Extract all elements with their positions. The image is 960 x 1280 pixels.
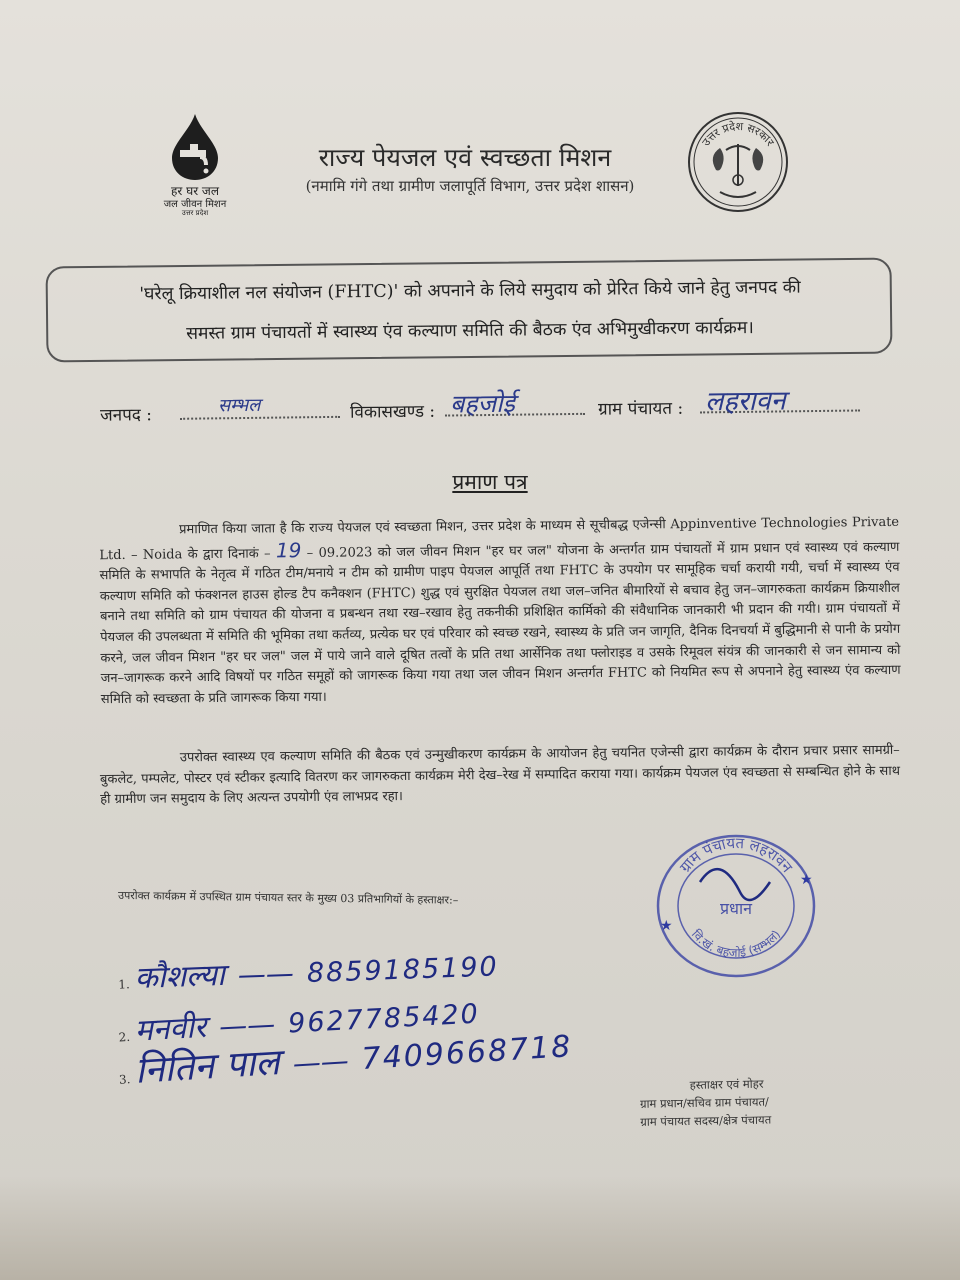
page-bottom-shadow [0, 1175, 960, 1280]
participants-label: उपरोक्त कार्यक्रम में उपस्थित ग्राम पंचायत स्तर के मुख्य 03 प्रतिभागियों के हस्ताक्षर:– [117, 888, 459, 907]
participant-phone: 9627785420 [287, 998, 481, 1040]
gram-panchayat-value: लहरावन [704, 385, 786, 418]
participant-number: 1. [118, 977, 131, 992]
water-drop-tap-icon [150, 112, 240, 182]
logo-line-1: हर घर जल [171, 184, 219, 198]
certificate-paragraph-2 [100, 741, 901, 811]
certificate-paragraph-1 [99, 513, 901, 711]
paragraph-1-intro: प्रमाणित किया जाता है कि राज्य पेयजल एवं स्वच्छता मिशन, उत्तर प्रदेश के माध्यम से सूचीबद्ध एजेन्सी Appinventive Technologies Private Ltd. – Noida के द्वारा दिनाकं – [99, 514, 900, 563]
page-title: राज्य पेयजल एवं स्वच्छता मिशन [318, 143, 612, 172]
logo-line-2: जल जीवन मिशन [163, 199, 227, 210]
participant-name: मनवीर [133, 1009, 208, 1049]
emblem-text: उत्तर प्रदेश सरकार [699, 119, 777, 149]
printed-date-rest: – 09.2023 [306, 544, 373, 561]
participant-signature-3: 3. नितिन पाल —— 7409668718 [118, 1029, 574, 1092]
svg-text:वि.खं. बहजोई (सम्भल) [689, 927, 783, 960]
signature-line-3: ग्राम पंचायत सदस्य/क्षेत्र पंचायत [640, 1112, 772, 1129]
uttar-pradesh-emblem-icon [686, 110, 790, 214]
participant-number: 3. [118, 1072, 131, 1087]
vikaskhand-label: विकासखण्ड : [349, 401, 436, 423]
svg-text:★: ★ [660, 918, 673, 934]
subject-line-1: 'घरेलू क्रियाशील नल संयोजन (FHTC)' को अपनाने के लिये समुदाय को प्रेरित किये जाने हेतु जनपद की [139, 277, 801, 305]
gram-panchayat-label: ग्राम पंचायत : [597, 398, 684, 420]
janpad-value: सम्भल [217, 394, 261, 417]
stamp-center-text: प्रधान [720, 899, 752, 918]
vikaskhand-value: बहजोई [449, 388, 516, 419]
paragraph-2-body: उपरोक्त स्वास्थ्य एव कल्याण समिति की बैठक एवं उन्मुखीकरण कार्यक्रम के आयोजन हेतु चयनित एजेन्सी द्वारा कार्यक्रम के दौरान प्रचार प्रसार सामग्री–बुकलेट, पम्पलेट, पोस्टर एवं स्टीकर इत्यादि वितरण कर जागरुकता कार्यक्रम मेरी देख–रेख में सम्पादित कराया गया। कार्यक्रम पेयजल एंव स्वच्छता से सम्बन्धित होने के साथ ही ग्रामीण जन समुदाय के लिए अत्यन्त उपयोगी एंव लाभप्रद रहा। [99, 742, 901, 808]
subject-box [46, 258, 893, 363]
participant-signature-2: 2. मनवीर —— 9627785420 [118, 998, 481, 1049]
participant-name: कौशल्या [134, 957, 226, 997]
paragraph-1-body: को जल जीवन मिशन "हर घर जल" योजना के अन्तर्गत ग्राम पंचायतों में ग्राम प्रधान एवं स्वास्थ्य एवं कल्याण समिति के सभापति के नेतृत्व में गठित टीम/मनाये न टीम को ग्रामीण पाइप पेयजल आपूर्ति तथा FHTC के उपयोग पर सामूहिक चर्चा करायी गयी, चर्चा में स्वास्थ्य एंव कल्याण समिति को फंक्शनल हाउस होल्ड टैप कनैक्शन (FHTC) शुद्ध एवं सुरक्षित पेयजल तथा जल–जनित बीमारियों से बचाव हेतु जन–जागरुकता कार्यक्रम क्रियाशील बनाने तथा समिति को ग्राम पंचायत की योजना व प्रबन्धन तथा रख–रखाव हेतु तकनीकी प्रशिक्षित कार्मिको की संवैधानिक जानकारी भी प्रदान की गयी। ग्राम पंचायतों में पेयजल की उपलब्धता में समिति की भूमिका तथा कर्तव्य, प्रत्येक घर एवं परिवार को स्वच्छ रखने, स्वास्थ्य के प्रति जन जागृति, दैनिक दिनचर्या में बुद्धिमानी से पानी के प्रयोग करने, जल जीवन मिशन "हर घर जल" जल में पाये जाने वाले दूषित तत्वों के प्रति तथा आर्सेनिक तथा फ्लोराइड व उसके रिमूवल संयंत्र की जानकारी से जन सामान्य को जन–जागरूक करने आदि विषयों पर गठित समूहों को जागरूक किया गया तथा जल जीवन मिशन अन्तर्गत FHTC को नियमित रूप से अपनाने हेतु स्वास्थ्य एंव कल्याण समिति को स्वच्छता के प्रति जागरूक किया गया। [99, 539, 901, 707]
svg-text:ग्राम पंचायत लहरावन [676, 834, 797, 877]
certificate-heading: प्रमाण पत्र [452, 470, 528, 494]
stamp-ring-text: ग्राम पंचायत लहरावन [676, 833, 797, 877]
svg-text:★: ★ [800, 872, 813, 888]
signature-block [640, 1073, 851, 1131]
handwritten-date-day: 19 [275, 537, 302, 562]
participant-phone: 7409668718 [360, 1029, 574, 1077]
participant-number: 2. [118, 1029, 131, 1045]
participant-signature-1: 1. कौशल्या —— 8859185190 [118, 951, 500, 997]
participant-name: नितिन पाल [133, 1042, 281, 1092]
page-subtitle: (नमामि गंगे तथा ग्रामीण जलापूर्ति विभाग, उत्तर प्रदेश शासन) [305, 177, 635, 195]
signature-line-1: हस्ताक्षर एवं मोहर [689, 1076, 764, 1092]
signature-line-2: ग्राम प्रधान/सचिव ग्राम पंचायत/ [639, 1094, 769, 1111]
har-ghar-jal-logo [150, 112, 240, 222]
subject-line-2: समस्त ग्राम पंचायतों में स्वास्थ्य एंव कल्याण समिति की बैठक एंव अभिमुखीकरण कार्यक्रम। [186, 318, 754, 344]
janpad-label: जनपद : [99, 405, 153, 426]
stamp-bottom-text: वि.खं. बहजोई (सम्भल) [688, 927, 784, 960]
gram-panchayat-stamp [650, 822, 822, 982]
logo-line-3: उत्तर प्रदेश [181, 209, 209, 217]
participant-phone: 8859185190 [306, 951, 500, 990]
